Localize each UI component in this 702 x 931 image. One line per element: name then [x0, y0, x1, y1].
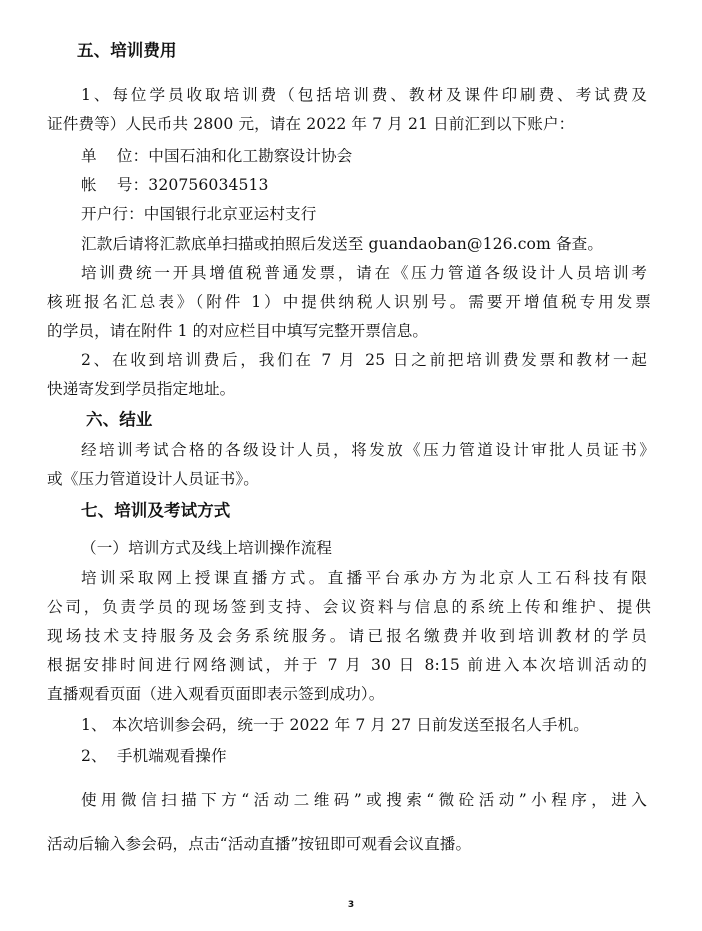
account-unit: 单 位：中国石油和化工勘察设计协会 [81, 147, 353, 165]
section-7-heading: 七、培训及考试方式 [81, 501, 231, 520]
training-body-line-4: 根据安排时间进行网络测试，并于 7 月 30 日 8:15 前进入本次培训活动的 [47, 656, 647, 674]
wechat-instruction-line-1: 使用微信扫描下方“活动二维码”或搜索“微砼活动”小程序，进入 [81, 791, 647, 809]
section-5-heading: 五、培训费用 [77, 41, 177, 60]
section-6-heading: 六、结业 [86, 410, 153, 429]
training-method-subtitle: （一）培训方式及线上培训操作流程 [81, 539, 333, 557]
page-number: 3 [347, 900, 355, 910]
invoice-line-1: 培训费统一开具增值税普通发票，请在《压力管道各级设计人员培训考 [81, 264, 647, 282]
training-body-line-1: 培训采取网上授课直播方式。直播平台承办方为北京人工石科技有限 [81, 569, 647, 587]
fee-paragraph-line-1: 1、每位学员收取培训费（包括培训费、教材及课件印刷费、考试费及 [81, 86, 647, 104]
delivery-line-2: 快递寄发到学员指定地址。 [47, 380, 236, 398]
training-body-line-5: 直播观看页面（进入观看页面即表示签到成功）。 [47, 685, 385, 703]
completion-line-1: 经培训考试合格的各级设计人员，将发放《压力管道设计审批人员证书》 [81, 441, 655, 459]
fee-paragraph-line-2: 证件费等）人民币共 2800 元，请在 2022 年 7 月 21 日前汇到以下账户： [47, 115, 575, 133]
delivery-line-1: 2、在收到培训费后，我们在 7 月 25 日之前把培训费发票和教材一起 [81, 351, 647, 369]
account-number: 帐 号：320756034513 [81, 176, 269, 194]
training-body-line-2: 公司，负责学员的现场签到支持、会议资料与信息的系统上传和维护、提供 [47, 598, 651, 616]
completion-line-2: 或《压力管道设计人员证书》。 [47, 470, 259, 488]
invoice-line-2: 核班报名汇总表》（附件 1）中提供纳税人识别号。需要开增值税专用发票 [47, 293, 651, 311]
wechat-instruction-line-2: 活动后输入参会码，点击“活动直播”按钮即可观看会议直播。 [47, 835, 472, 853]
mobile-viewing-item: 2、 手机端观看操作 [81, 747, 227, 765]
invoice-line-3: 的学员，请在附件 1 的对应栏目中填写完整开票信息。 [47, 322, 429, 340]
send-receipt-note: 汇款后请将汇款底单扫描或拍照后发送至 guandaoban@126.com 备查。 [81, 235, 604, 253]
account-bank: 开户行：中国银行北京亚运村支行 [81, 205, 317, 223]
training-body-line-3: 现场技术支持服务及会务系统服务。请已报名缴费并收到培训教材的学员 [47, 627, 647, 645]
meeting-code-item: 1、 本次培训参会码，统一于 2022 年 7 月 27 日前发送至报名人手机。 [81, 716, 589, 734]
